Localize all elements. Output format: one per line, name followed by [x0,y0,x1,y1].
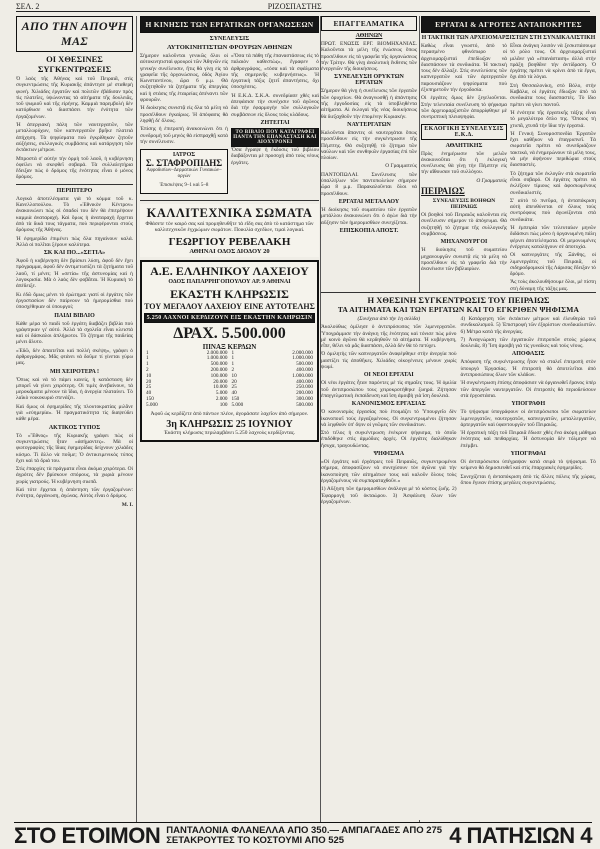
section-title: ΑΠΟΦΑΣΙΣ [511,351,545,358]
article-body: Ἡ διοίκησις τοῦ σωματείου μηχανουργῶν συνιστᾷ εἰς τὰ μέλη νὰ προσέλθουν εἰς τὰ γραφεῖα διὰ τὴν ἀνανέωσιν τῶν βιβλιαρίων. [421,247,507,273]
article-title: ΟΙ ΧΘΕΣΙΝΕΣ ΣΥΓΚΕΝΤΡΩΣΕΙΣ [37,54,112,74]
article-body: Τὸ ψήφισμα ὑπογράφουν οἱ ἀντιπρόσωποι τῶν σωματείων λιμενεργατῶν, ναυτεργατῶν, καπνεργατῶν, μεταλλεργατῶν, ἀρτεργατῶν καὶ ὑφαντουργῶν τοῦ Πειραιῶς. [460,409,596,428]
article-body: «Οἱ ἐργάτες καὶ ἐργάτριες τοῦ Πειραιῶς, συγκεντρωμένοι σήμερα, ἀποφασίζουν νὰ συνεχίσουν τὸν ἀγῶνα γιὰ τὴν ἱκανοποίηση τῶν αἰτημάτων τους καὶ καλοῦν ὅλους τοὺς ἐργαζομένους νὰ συμπαραταχθοῦν.» [321,459,457,484]
article-body: Ἡ Γενικὴ Συνομοσπονδία Ἐργατῶν ἔχει καθῆκον νὰ ἐπαγρυπνεῖ. Τὰ σωματεῖα πρέπει νὰ συνεδριάζουν τακτικά, νὰ ἐνημερώνουν τὰ μέλη τους, νὰ μὴν ἀφήνουν περιθώρια στοὺς διασπαστές. [510,130,596,169]
article-body: Οἱ νέοι ἐργάτες ἦταν παρόντες μὲ τὶς σημαῖες τους. Ἡ ὁμιλία τοῦ ἀντιπροσώπου τους χειροκροτήθηκε ζωηρά. Ζήτησαν ἐπαγγελματικὴ ἐκπαίδευση καὶ ἴση ἀμοιβὴ γιὰ ἴση δουλειά. [321,380,457,399]
article-body: Λογικὰ ἀποτελέσματα γιὰ τὸ κόμμα τοῦ κ. Κανελλοπούλου. Τὸ «Ἐθνικὸν Κέντρον» ἀνακοινώνει πὼς οἱ ὀπαδοί του δὲν θὰ ἐπιτρέψουν καμμιὰ ἀναταραχή. Καὶ ὅμως ἡ ἀναταραχὴ ἔρχεται ἀπὸ τὰ δικά τους τάγματα, ποὺ περιφέρονται στοὺς δρόμους τῆς Ἀθήνας. [16,195,133,234]
article-body: Στὶς ἐπαρχίες τὰ πράγματα εἶναι ἀκόμα χειρότερα. Οἱ ἀγρότες δὲν βρίσκουν σπόρους, τὰ χωριὰ μένουν χωρὶς γιατρούς. Ἡ κυβέρνηση σιωπᾶ. [16,466,133,485]
article-signature: Μ. Ι. [121,501,133,508]
article-body: Οἱ ἐργάτες ὅμως δὲν ξεγελιοῦνται. Στὴν τελευταία συνέλευση τὸ ψήφισμα τῶν ἀρχειομαρξιστῶν ἀπορρίφθηκε μὲ συντριπτικὴ πλειοψηφία. [421,95,507,121]
prize-cell: 10 [146,372,152,379]
lottery-banner: 5.250 ΛΑΧΝΟΙ ΚΕΡΔΙΖΟΥΝ ΕΙΣ ΕΚΑΣΤΗΝ ΚΛΗΡΩΣΙΝ [144,313,315,323]
article-body: «Ὅσα τὰ πάθη τῆς ἐπαναστάσεως εἰς τὸ παλαιὸν καθεστὼς», ἔγραφεν ὁ ἀρθρογράφος, «τόσα καὶ τὰ σφάλματα τῆς σημερινῆς κυβερνήσεως». Ἡ ἐργατικὴ τάξις ζητεῖ ἀπαντήσεις, ὄχι ὑποσχέσεις. [231,53,319,91]
prize-cell: 500.000 [210,361,228,368]
prize-cell: 1 [146,349,149,356]
prize-cell: 5.000 [146,401,158,408]
article-body: Ἡ Ε.Κ.Δ. Σ.Κ.Α. συνεδρίασε χθὲς καὶ ἀπεφάσισε τὴν συνέχισιν τοῦ ἀγῶνος διὰ τὴν ἐφαρμογὴν τῶν συλλογικῶν συμβάσεων εἰς ὅλους τοὺς κλάδους. [231,92,319,118]
article-body: Σήμερον θὰ γίνῃ ἡ συνέλευσις τῶν ἐργατῶν τῶν ὀρυχείων. Θὰ ἀναγνωσθῇ ἡ ἀπάντησις τῆς ἐργοδοσίας εἰς τὰ ὑποβληθέντα αἰτήματα. Αἱ ἐκλογαὶ τῆς νέας διοικήσεως θὰ διεξαχθοῦν τὴν ἑπομένην Κυριακήν. [321,88,417,120]
article-body: Συνεχίζεται ἡ ἀνταπόκριση ἀπὸ τὶς ἄλλες πόλεις τῆς χώρας, ὅπου ἔγιναν ἐπίσης μεγάλες συγκεντρώσεις. [460,473,596,486]
article-body: Ἡ ἑνότητα τῆς ἐργατικῆς τάξης εἶναι τὸ μεγαλύτερο ὅπλο της. Ὅποιος τὴ χτυπᾶ, χτυπᾶ τὴν ἴδια τὴν ἐργατιά. [510,109,596,129]
page-number: ΣΕΛ. 2 [16,2,40,11]
section-heading-correspondents: ΕΡΓΑΤΑΙ & ΑΓΡΟΤΕΣ ΑΝΤΑΠΟΚΡΙΤΕΣ [421,16,596,33]
article-body: Μπροστὰ σ' αὐτὴν τὴν ὁρμὴ τοῦ λαοῦ, ἡ κυβέρνηση ὀφείλει νὰ σκεφθεῖ σοβαρά. Τὰ συλλαλητήρια ἔδειξαν πὼς ὁ δρόμος τῆς ἑνότητας εἶναι ὁ μόνος δρόμος. [16,155,133,181]
article-body: Ὁ κανονισμὸς ἐργασίας ποὺ ἑτοιμάζει τὸ Ὑπουργεῖο δὲν ἱκανοποιεῖ τοὺς ἐργαζομένους. Οἱ συγκεντρωμένοι ζήτησαν νὰ ληφθοῦν ὑπ' ὄψιν οἱ γνῶμες τῶν συνδικάτων. [321,409,457,428]
ad-address: ΑΘΗΝΑΙ ΟΔΟΣ ΔΙΟΔΟΥ 20 [189,247,270,255]
prize-cell: 200.000 [210,367,228,374]
lottery-heading: ΤΟΥ ΜΕΓΑΛΟΥ ΛΑΧΕΙΟΥ ΕΙΝΕ ΑΥΤΟΤΕΛΗΣ [144,301,315,311]
prize-cell: 10 [231,372,237,379]
article-body: «Ἐδῶ, δὲν ἀπαιτεῖται καὶ πολλὴ σκέψη», γράφει ὁ ἀρθρογράφος. Μᾶς φτάνει νὰ δοῦμε τί γίνεται γύρω μας. [16,347,133,367]
prize-table [144,351,315,409]
prize-cell: 500.000 [296,401,313,408]
section-title: ΕΠΙΣΚΟΠΙΑ ΑΠΟΣΤ. [339,227,399,234]
article-body: Κάθε μέρα τὸ παιδὶ τοῦ ἐργάτη διαβάζει βιβλία ποὺ γράφτηκαν γι' αὐτό. Ἀλλὰ τὰ σχολεῖα εἶναι κλειστὰ καὶ οἱ δάσκαλοι ἀπλήρωτοι. Τὸ ζήτημα τῆς παιδείας μένει ἄλυτο. [16,320,133,346]
prize-cell: 2 [146,367,149,374]
prize-cell: 1 [231,349,235,356]
article-body: Καλοῦνται ἅπαντες οἱ ναυτεργάται ὅπως προσέλθουν εἰς τὴν συγκέντρωσιν τῆς Πέμπτης. Θὰ συζητηθῇ τὸ ζήτημα τῶν ναύλων καὶ τῶν συνθηκῶν ἐργασίας ἐπὶ τῶν πλοίων. [321,129,417,162]
article-body: 7) Ἀναγνώριση τῶν ἐργατικῶν ἐπιτροπῶν στοὺς χώρους δουλειᾶς. 8) Ἴση ἀμοιβὴ γιὰ τὶς γυναῖκες καὶ τοὺς νέους. [460,336,596,350]
section-title: ΠΑΙΔΙ ΒΙΒΛΙΟ [54,312,95,319]
article-title: Η ΤΑΚΤΙΚΗ ΤΩΝ ΑΡΧΕΙΟΜΑΡΞΙΣΤΩΝ ΣΤΗ ΣΥΝΔΙΚΑΛΙΣΤΙΚΗ [421,35,596,41]
prize-cell: 250.000 [296,384,313,391]
article-signature: Ο Γραμματεύς [476,177,507,184]
prize-cell: 2.000 [215,396,228,403]
prize-cell: 400.000 [296,367,313,374]
article-body: ΠΑΝΤΟΠΩΛΑΙ. Συνέλευσις τῶν ὑπαλλήλων τῶν παντοπωλείων σήμερον ὥρα 8 μ.μ. Παρακαλοῦνται ὅλοι νὰ προσέλθουν. [321,171,417,197]
section-title: ΑΚΤΙΚΟΣ ΤΥΠΟΣ [48,424,101,431]
prize-cell: 100.000 [210,372,228,379]
prize-cell: 2.000.000 [292,349,313,356]
article-subtitle: ΣΥΝΕΛΕΥΣΙΣ ΒΟΗΘΩΝ ΠΕΙΡΑΙΩΣ [432,198,496,211]
article-body: Πρὸς ἐνημέρωσιν τῶν μελῶν ἀνακοινοῦται ὅτι ἡ ἐκλογικὴ συνέλευσις θὰ γίνῃ τὴν Πέμπτην εἰς τὴν αἴθουσαν τοῦ συλλόγου. [421,150,507,176]
prize-cell: 500.000 [296,361,313,368]
article-title: ΖΗΤΕΙΤΑΙ [260,119,290,126]
article-body: Τὸ «Ἔθνος» τῆς Κυριακῆς γράφει πὼς οἱ συγκεντρώσεις ἦταν «ἀσήμαντες». Μὰ οἱ φωτογραφίες τῆς ἴδιας ἐφημερίδας δείχνουν χιλιάδες κόσμο. Τί ἄλλο νὰ ποῦμε; Ὁ ἀντικειμενικὸς τύπος ἔχει καὶ τὰ ὅριά του. [16,432,133,464]
prize-cell: 2 [231,367,235,374]
ad-lottery [140,260,319,443]
section-title: ΣΚ ΚΑΙ ΠΟ...«ΣΕΤΙΑ» [43,250,106,257]
article-body: Ἡ συγκέντρωση ἐπίσης ἀποφάσισε νὰ ὀργανωθεῖ ἔρανος ὑπὲρ τῶν ἀπεργῶν ναυτεργατῶν. Οἱ ἐπιτροπὲς θὰ περιοδεύσουν στὰ ἐργοστάσια. [460,380,596,399]
footer-ad-line: ΣΕΤΑΚΡΟΥΤΕΣ ΤΟ ΚΟΣΤΟΥΜΙ ΑΠΟ 525 [166,835,345,846]
section-title: ΣΥΝΕΛΕΥΣΗ ΟΡΥΚΤΩΝ ΕΡΓΑΤΩΝ [334,74,404,87]
lottery-next-draw: 3η ΚΛΗΡΩΣΙΣ 25 ΙΟΥΝΙΟΥ [166,418,293,430]
prize-cell: 20 [231,378,237,385]
article-body: Καὶ τότε ἔρχεται ἡ ἀπάντηση τῶν ἐργαζομένων: ἑνότητα, ὀργάνωση, ἀγώνας. Αὐτὸς εἶναι ὁ δρόμος. [16,487,133,500]
page-header [16,0,590,12]
article-title: ΑΘΗΝΩΝ [355,33,383,39]
article-subtitle: ΑΘΛΗΤΙΚΗΣ [445,142,483,149]
prize-cell: 200.000 [296,390,313,397]
article-body: Ἀκολούθως ὁμίλησε ὁ ἀντιπρόσωπος τῶν λιμενεργατῶν. Ὑπογράμμισε τὴν ἀνάγκη τῆς ἑνότητας καὶ τόνισε πὼς μόνο μὲ κοινὸ ἀγῶνα θὰ κερδηθοῦν τὰ αἰτήματα. Ἡ κυβέρνηση, εἶπε, θέλει νὰ μᾶς διασπάσει, ἀλλὰ δὲν θὰ τὸ πετύχει. [321,324,457,350]
prize-row [144,403,315,409]
prize-cell: 1.000.000 [206,355,228,362]
article-signature: Ο Γραμματεύς [385,163,417,170]
prize-cell: 20 [146,378,152,385]
lottery-title: Α.Ε. ΕΛΛΗΝΙΚΟΥ ΛΑΧΕΙΟΥ [150,263,309,278]
article-body: Καθὼς εἶναι γνωστό, ἀπὸ τὸ περασμένο φθινόπωρο οἱ ἀρχειομαρξισταὶ ἐπεδίωξαν νὰ διασπάσουν τὰ συνδικάτα. Ἡ τακτική τους δὲν ἄλλαξε. Στὶς συνελεύσεις τῶν καπνεργατῶν καὶ τῶν ἀρτεργατῶν παρουσιάζουν ψηφίσματα ποὺ ἐξυπηρετοῦν τὴν ἐργοδοσία. [421,43,507,94]
prize-cell: 40 [231,390,237,397]
article-body: Καὶ ὅμως οἱ ἐφημερίδες τῆς πλουτοκρατίας μιλᾶνε γιὰ «εὐημερία». Ἡ πραγματικότητα τὶς διαψεύδει κάθε μέρα. [16,403,133,423]
article-body: Ὁ ὁμιλητὴς τῶν καπνεργατῶν ἀναφέρθηκε στὴν ἀνεργία ποὺ μαστίζει τὶς ἀποθῆκες. Χιλιάδες οἰκογένειες μένουν χωρὶς ψωμί. [321,351,457,371]
article-body: Οἱ ἀντιπρόσωποι ὑπέγραψαν κατὰ σειρὰ τὸ ψήφισμα. Τὸ κείμενο θὰ δημοσιευθεῖ καὶ στὶς ἐπαρχιακὲς ἐφημερίδες. [460,459,596,472]
section-title: ΜΗΧΑΝΟΥΡΓΟΙ [440,239,488,246]
article-body: Ὅπως καὶ νὰ τὸ πάρει κανείς, ἡ κατάσταση δὲν μπορεῖ νὰ γίνει χειρότερη. Οἱ τιμὲς ἀνεβαίνουν, τὰ μεροκάματα μένουν τὰ ἴδια, ἡ ἀνεργία πλαταίνει. Τὸ λαϊκὸ νοικοκυριὸ στενάζει. [16,376,133,402]
announcement-box: ΤΟ ΒΙΒΛΙΟ ΠΟΥ ΚΑΤΑΓΡΑΦΕΙ ΠΑΝΤΑ ΤΗΝ ΕΠΑΝΑΣΤΑΣΗ ΚΑΙ ΔΙΟΧΥΡΟΝΕΙ [231,128,319,147]
article-body: Κι ἐδῶ ὅμως μένει τὸ ἐρώτημα: γιατί οἱ ἐργάτες τῶν ἐργοστασίων δὲν παίρνουν τὰ ἡμερομίσθια ποὺ ὑποσχέθηκαν οἱ ὑπουργοί; [16,291,133,311]
article-body: Σ' αὐτὸ τὸ πνεῦμα, ἡ ἀνταπόκριση αὐτὴ ἀπευθύνεται σὲ ὅλους τοὺς συντρόφους ποὺ ἀγωνίζονται στὰ συνδικάτα. [510,197,596,223]
footer-ad [14,822,592,849]
article-body: Οἱ βοηθοὶ τοῦ Πειραιῶς καλοῦνται εἰς συνέλευσιν σήμερον τὸ ἀπόγευμα. Θὰ συζητηθῇ τὸ ζήτημα τῆς συλλογικῆς συμβάσεως. [421,212,507,237]
ad-artistic [140,204,319,257]
section-title: ΨΗΦΙΣΜΑ [373,451,405,458]
ad-name: Σ. ΣΤΑΦΡΟΠΙΔΗΣ [145,158,223,169]
article-body: 4) Κατάργηση τῶν ἐκτάκτων μέτρων καὶ ἐλευθερία τοῦ συνδικαλισμοῦ. 5) Ἐπιστροφὴ τῶν ἐξορίστων συνδικαλιστῶν. 6) Μέτρα κατὰ τῆς ἀνεργίας. [460,316,596,335]
article-body: Ἡ ἐμπειρία τῶν τελευταίων μηνῶν διδάσκει πὼς μόνο ἡ ὀργανωμένη πάλη φέρνει ἀποτελέσματα. Οἱ μεμονωμένες ἐνέργειες καταλήγουν σὲ ἀποτυχία. [510,225,596,250]
footer-ad-middle [166,826,442,846]
article-title: ΣΥΝΕΛΕΥΣΙΣ [209,36,250,42]
section-title: ΜΗ ΧΕΙΡΟΤΕΡΑ ! [49,368,100,375]
prize-cell: 25 [231,384,237,391]
article-body: ΠΡΩΤ. ΕΝΩΣΙΣ ΕΡΓ. ΒΙΟΜΗΧΑΝΙΑΣ. Καλοῦνται τὰ μέλη τῆς ἑνώσεως ὅπως προσέλθουν εἰς τὰ γραφεῖα τῆς ὀργανώσεως τὴν Τρίτην. Θὰ γίνῃ ἀναλυτικὴ ἔκθεσις τῶν ἐνεργειῶν τῆς διοικήσεως. [321,41,417,73]
footer-ad-right: 4 ΠΑΤΗΣΙΩΝ 4 [449,823,592,848]
section-heading-opinion: ΑΠΟ ΤΗΝ ΑΠΟΨΗ ΜΑΣ [16,16,133,52]
ad-title: ΚΑΛΛΙΤΕΧΝΙΚΑ ΣΩΜΑΤΑ [146,206,313,221]
article-body: Ἀπόφαση τῆς συγκέντρωσης ἦταν νὰ σταλεῖ ἐπιτροπὴ στὸν ὑπουργὸ Ἐργασίας. Ἡ ἐπιτροπὴ θὰ ἀποτελεῖται ἀπὸ ἀντιπροσώπους ὅλων τῶν κλάδων. [460,359,596,379]
article-body: 1) Αὔξηση τῶν ἡμερομισθίων ἀνάλογα μὲ τὸ κόστος ζωῆς. 2) Ἐφαρμογὴ τοῦ ὀκταώρου. 3) Ἀσφάλιση ὅλων τῶν ἐργαζομένων. [321,486,457,505]
prize-cell: 150 [231,396,240,403]
prize-cell: 10.000 [213,384,228,391]
lottery-note: Ἐκάστη κλήρωσις περιλαμβάνει 5.250 λαχνοὺς κερδίζοντας. [163,429,296,436]
ad-doctor [140,149,228,194]
article-body: Ὅσα ἔγραψε ἡ ἔκδοσις τοῦ βιβλίου διαβάζονται μὲ προσοχή ἀπὸ τοὺς νέους ἐργάτες. [231,146,319,166]
prize-cell: 2.000.000 [206,349,228,356]
column-rule [136,16,137,822]
article-title: ΕΚΛΟΓΙΚΗ ΣΥΝΕΛΕΥΣΙΣ Ε.Κ.Δ. [421,124,507,140]
ad-name: ΓΕΩΡΓΙΟΥ ΡΕΒΕΛΑΚΗ [168,235,291,248]
article-body: Ἡ ἐργατικὴ τάξη τοῦ Πειραιᾶ ἔδωσε χθὲς ἕνα ἀκόμη μάθημα ἑνότητας καὶ πειθαρχίας. Ἡ ἀστυνομία δὲν τόλμησε νὰ ἐπέμβει. [460,430,596,449]
lottery-note: Ἀφοῦ ὡς κερδίζετε ἀπὸ πάντων πλέον, ἀγοράσατε λαχεῖον ἀπὸ σήμερον. [150,410,309,417]
article-subtitle: ΤΑ ΑΙΤΗΜΑΤΑ ΚΑΙ ΤΩΝ ΕΡΓΑΤΩΝ ΚΑΙ ΤΟ ΕΓΚΡΙΘΕΝ ΨΗΦΙΣΜΑ [337,305,580,314]
section-title: ΠΕΡΙΠΤΕΡΟ [56,187,93,194]
prize-cell: 25 [146,384,152,391]
prize-cell: 1 [146,355,149,362]
prize-cell: 1.000.000 [292,372,313,379]
prize-cell: 5.000 [231,401,244,408]
section-title: ΝΑΥΤΕΡΓΑΤΩΝ [347,121,391,128]
prize-cell: 300.000 [296,396,313,403]
lottery-address: ΟΔΟΣ ΠΑΠΑΡΡΗΓΟΠΟΥΛΟΥ ΑΡ. 9 ΑΘΗΝΑΙ [168,278,291,285]
section-heading-labor: Η ΚΙΝΗΣΙΣ ΤΩΝ ΕΡΓΑΤΙΚΩΝ ΟΡΓΑΝΩΣΕΩΝ [140,16,319,33]
prize-cell: 40 [146,390,152,397]
paper-name: ΡΙΖΟΣΠΑΣΤΗΣ [267,2,322,11]
section-title: ΕΡΓΑΤΑΙ ΜΕΤΑΛΛΟΥ [338,198,400,205]
ad-title: ΙΑΤΡΟΣ [172,152,196,159]
prize-cell: 1.000.000 [292,355,313,362]
article-intro: (Συνέχεια ἀπὸ τὴν 1η σελίδα) [357,316,421,322]
article-body: Εἶναι ἀνάγκη λοιπὸν νὰ ξεσκεπάσουμε τὸ ρόλο τους. Οἱ ἀρχειομαρξισταὶ μιλᾶνε γιὰ «ἐπανάσταση» ἀλλὰ στὴν πράξη βοηθᾶνε τὴν ἀντίδραση. Ὁ ἐργάτης πρέπει νὰ κρίνει ἀπὸ τὰ ἔργα, ὄχι ἀπὸ τὰ λόγια. [510,43,596,81]
prize-cell: 5.000 [215,390,228,397]
article-body: Στὴ Θεσσαλονίκη, στὸ Βόλο, στὴν Καβάλα, οἱ ἐργάτες ἔδιωξαν ἀπὸ τὰ συνδικάτα τους διασπαστές. Τὸ ἴδιο πρέπει νὰ γίνει παντοῦ. [510,82,596,108]
section-title: ΚΑΝΟΝΙΣΜΟΣ ΕΡΓΑΣΙΑΣ [351,401,426,408]
footer-ad-line: ΠΑΝΤΑΛΟΝΙΑ ΦΛΑΝΕΛΛΑ ΑΠΟ 350.— ΑΜΠΑΓΑΔΕΣ ΑΠΟ 275 [166,825,443,836]
section-title: ΠΕΙΡΑΙΩΣ [421,186,465,197]
article-body: Ἡ διοίκησις συνιστᾷ εἰς ὅλα τὰ μέλη νὰ προσέλθουν ἐγκαίρως. Ἡ ἀπόφασις θὰ ληφθῇ δι' ὅλους. [140,105,228,124]
prize-cell: 1 [231,361,235,368]
lottery-amount: ΔΡΑΧ. 5.500.000 [173,324,286,342]
prize-cell: 150 [146,396,154,403]
article-body: Τὸ ζήτημα τῶν ἐκλογῶν στὰ σωματεῖα εἶναι σοβαρό. Οἱ ἐργάτες πρέπει νὰ ἐκλέξουν τίμιους καὶ ἀφοσιωμένους συνδικαλιστές. [510,170,596,196]
article-body: Ἡ ἐφημερίδα ἐπιμένει πὼς ὅλα πηγαίνουν καλά. Ἀλλὰ οἱ πολῖται ξέρουν καλύτερα. [16,235,133,248]
prize-cell: 1 [231,355,235,362]
article-body: Ἀφοῦ ἡ κυβέρνηση δὲν βρίσκει λύση, ἀφοῦ δὲν ἔχει πρόγραμμα, ἀφοῦ δὲν ἀντιμετωπίζει τὰ ζητήματα τοῦ λαοῦ, τί μένει; Ἡ «σετία» τῆς ἀστυνομίας καὶ ἡ λογοκρισία. Μὰ ὁ λαὸς δὲν φοβᾶται. Ἡ Κυριακὴ τὸ ἀπέδειξε. [16,258,133,290]
section-title: ΟΙ ΝΕΟΙ ΕΡΓΑΤΑΙ [363,372,414,379]
article-body: Ἡ ἀπεργιακὴ πάλη τῶν ναυτεργατῶν, τῶν μεταλλωρύχων, τῶν καπνεργατῶν βρῆκε πλατειὰ ἀπήχηση. Τὰ ψηφίσματα ποὺ ἐγκρίθηκαν ζητοῦν αὐξήσεις, συλλογικὲς συμβάσεις καὶ κατάργηση τῶν ἐκτάκτων μέτρων. [16,122,133,154]
prize-cell: 1 [146,361,149,368]
article-body: Σήμερον καλοῦνται γενικῶς ὅλοι οἱ αὐτοκινητισταὶ φρουροὶ τῶν Ἀθηνῶν εἰς γενικὴν συνέλευσιν, ἥτις θὰ γίνῃ εἰς τὰ γραφεῖα τῆς ὀργανώσεως, ὁδὸς Ἀγίου Κωνσταντίνου, ὥρα 6 μ.μ. Θὰ συζητηθοῦν τὰ ζητήματα τῆς ἀπεργίας καὶ ἡ στάσις τῆς ἑταιρείας ἀπέναντι τῶν φρουρῶν. [140,53,228,104]
prize-table-title: ΠΙΝΑΞ ΚΕΡΔΩΝ [202,342,257,351]
article-body: Ἡ διοίκησις τοῦ σωματείου τῶν ἐργατῶν μετάλλου ἀνακοινώνει ὅτι ὁ ἀγὼν διὰ τὴν αὔξησιν τῶν ἡμερομισθίων συνεχίζεται. [321,206,417,226]
section-heading-professional: ΕΠΑΓΓΕΛΜΑΤΙΚΑ [321,16,417,31]
prize-cell: 20.000 [213,378,228,385]
article-body: Οἱ καπνεργάτες τῆς Ξάνθης, οἱ λιμενεργάτες τοῦ Πειραιᾶ, οἱ σιδηροδρομικοὶ τῆς Λάρισας ἔδειξαν τὸ δρόμο. [510,252,596,278]
column-opinion [16,16,133,822]
ad-text: Φθάσετε τὸν καιρὸ σας καὶ προμηθευθῆτε τὰ εἴδη σας ἀπὸ τὸ κατάστημα τῶν καλλιτεχνικῶν ἐγχρώμων σωμάτων. Ποικιλία σχεδίων, τιμαὶ λογικαί. [145,221,314,234]
prize-cell: 100 [219,401,228,408]
article-subtitle: ΑΥΤΟΚΙΝΗΤΙΣΤΩΝ ΦΡΟΥΡΩΝ ΑΘΗΝΩΝ [166,44,293,51]
footer-ad-left: ΣΤΟ ΕΤΟΙΜΟΝ [14,823,161,848]
article-body: Ὁ λαὸς τῆς Ἀθήνας καὶ τοῦ Πειραιᾶ, στὶς συγκεντρώσεις τῆς Κυριακῆς ἀπάντησε μὲ σταθερὴ φωνή. Χιλιάδες ἐργατῶν καὶ πολιτῶν ἐβάδισαν πρὸς τὶς πλατεῖες, ὑψώνοντας τὰ αἰτήματα τῆς δουλειᾶς, τοῦ ψωμιοῦ καὶ τῆς εἰρήνης. Καμμιὰ παρεμβολὴ δὲν κατόρθωσε νὰ διασπάσει τὴν ἑνότητα τῶν ἐργαζομένων. [16,76,133,120]
prize-cell: 400.000 [296,378,313,385]
article-body: Ἐπίσης ἡ ἐπιτροπὴ ἀνακοινώνει ὅτι ἡ συνδρομὴ τοῦ μηνὸς θὰ εἰσπραχθῇ κατὰ τὴν συνέλευσιν. [140,126,228,145]
section-title: ΥΠΟΓΡΑΦΑΙ [510,451,546,458]
ad-text: Ἐπισκέψεις 9–1 καὶ 5–8 [159,182,209,188]
ad-text: Αφροδισίων–Δερματικών Γυναικών–οργών [146,168,222,180]
article-piraeus-rally [321,292,596,820]
article-body: Ἂς τοὺς ἀκολουθήσουμε ὅλοι, μὲ πίστη στὴ δύναμη τῆς τάξης μας. [510,279,596,292]
lottery-heading: ΕΚΑΣΤΗ ΚΛΗΡΩΣΙΣ [170,286,289,301]
article-title: Η ΧΘΕΣΙΝΗ ΣΥΓΚΕΝΤΡΩΣΙΣ ΤΟΥ ΠΕΙΡΑΙΩΣ [367,295,550,305]
column-labor [140,16,319,822]
article-body: Στὸ τέλος ἡ συγκέντρωση ἐνέκρινε ψήφισμα, τὸ ὁποῖο ἐπιδόθηκε στὶς ἀρμόδιες ἀρχές. Οἱ ἐργάτες διαλύθηκαν ἥσυχα, τραγουδώντας. [321,430,457,449]
section-title: ΥΠΟΓΡΑΦΗ [511,401,546,408]
